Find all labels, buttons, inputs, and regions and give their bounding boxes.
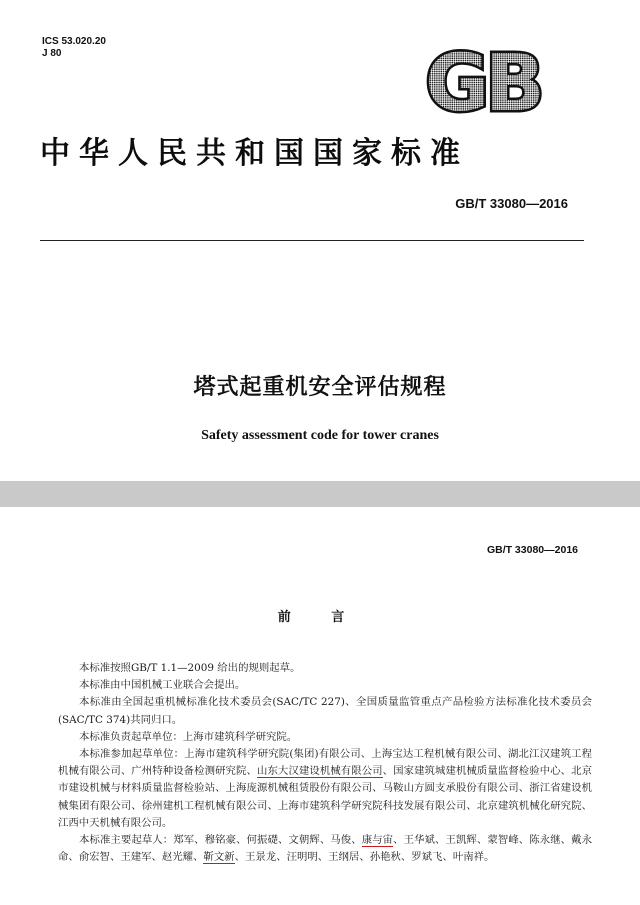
text-span: 、国家建筑城建机械质量监督检验中心、北京市建设机械与材料质量监督检验站、上海庞源机械租赁股份有限公司、马鞍山方圆支承股份有限公司、浙江省建设机械集团有限公司、徐州建机工程机械有限公司、上海市建筑科学研究院科技发展有限公司、北京建筑机械化研究院、江西中天机械有限公司。	[58, 765, 593, 829]
gb-logo-text: GB	[425, 44, 541, 118]
text-span: 、王景龙、汪明明、王纲居、孙艳秋、罗斌飞、叶南祥。	[234, 851, 495, 864]
underlined-name: 靳文新	[203, 851, 235, 864]
foreword-paragraph: 本标准由中国机械工业联合会提出。	[79, 679, 246, 692]
header-divider	[40, 240, 584, 241]
foreword-paragraph: 本标准由全国起重机械标准化技术委员会(SAC/TC 227)、全国质量监管重点产品检验方法标准化技术委员会(SAC/TC 374)共同归口。	[58, 696, 592, 726]
text-span: 本标准参加起草单位：上海市建筑科学研究院(集团)有限公司、上海宝达工程机械有限公司、湖北江汉建筑工程机械有限公司、广州特种设备检测研究院、	[58, 748, 592, 778]
national-standard-title: 中华人民共和国国家标准	[40, 136, 469, 171]
gb-logo	[416, 44, 550, 118]
foreword-paragraph: 本标准负责起草单位：上海市建筑科学研究院。	[79, 730, 298, 743]
document-title-en: Safety assessment code for tower cranes	[201, 428, 439, 443]
underlined-company: 山东大汉建设机械有限公司	[256, 765, 383, 778]
foreword-heading: 前 言	[277, 610, 363, 625]
text-span: 本标准主要起草人：郑军、穆铭豪、何振礎、文朝辉、马俊、	[79, 834, 362, 847]
ccs-code: J 80	[42, 48, 62, 59]
participating-units-paragraph	[58, 746, 592, 832]
document-title-cn: 塔式起重机安全评估规程	[193, 375, 447, 400]
page-separator-band	[0, 481, 640, 507]
underlined-name: 康与宙	[361, 834, 394, 847]
ics-code: ICS 53.020.20	[42, 36, 106, 47]
foreword-paragraph: 本标准按照GB/T 1.1—2009 给出的规则起草。	[79, 662, 301, 674]
foreword-body	[58, 660, 592, 866]
drafters-paragraph	[58, 832, 592, 866]
page-header-standard-number: GB/T 33080—2016	[486, 544, 578, 556]
classification-codes	[42, 36, 106, 60]
standard-number: GB/T 33080—2016	[455, 196, 568, 211]
text-span: 、王华斌、王凯辉、蒙智峰、陈永继、戴永命、俞宏智、王建军、赵光耀、	[58, 834, 593, 864]
